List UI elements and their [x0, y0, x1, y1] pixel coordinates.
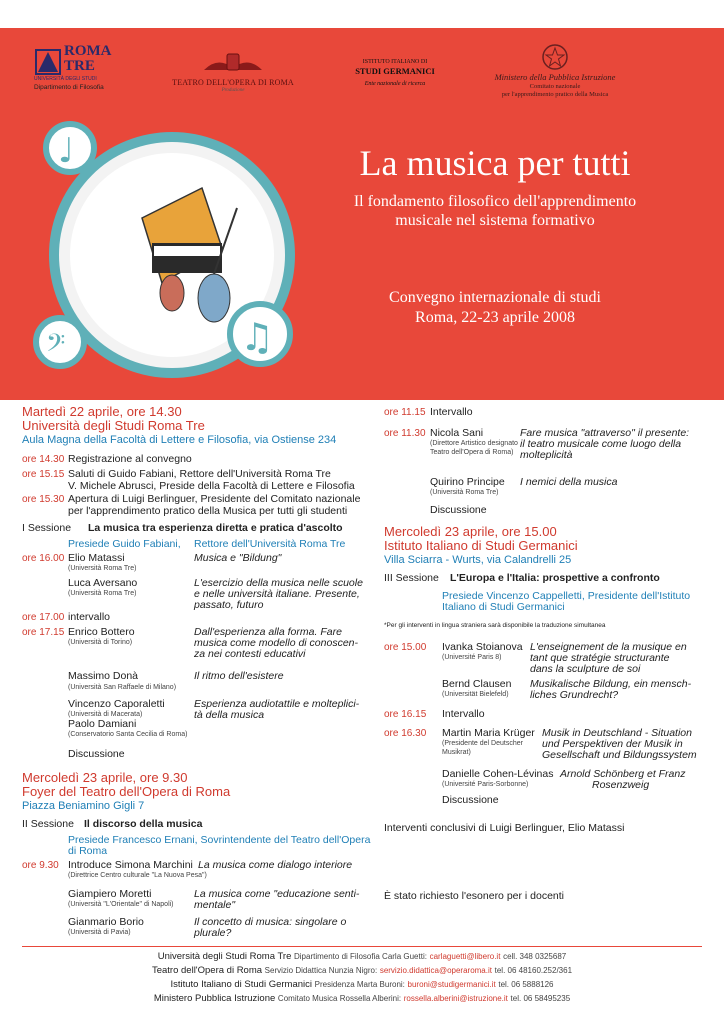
footer-org-2: Teatro dell'Opera di Roma [151, 965, 263, 976]
istituto-line1: ISTITUTO ITALIANO DI [362, 59, 428, 65]
footer-email-1[interactable]: carlaguetti@libero.it [429, 952, 501, 961]
aversano-talk-3: passato, futuro [194, 599, 264, 611]
speaker-kruger: Martin Maria Krüger [442, 727, 535, 739]
conference-line1: Convegno internazionale di studi [389, 289, 601, 306]
matassi-talk: Musica e "Bildung" [194, 552, 282, 564]
day3-place: Istituto Italiano di Studi Germanici [384, 538, 578, 553]
ministero-logo [470, 42, 640, 99]
logo-strip [0, 28, 724, 120]
marchini-affiliation: (Direttrice Centro culturale "La Nuova Pesa") [68, 872, 207, 879]
kruger-talk-3: Gesellschaft und Bildungssystem [542, 749, 697, 761]
session3-chair-1: Presiede Vincenzo Cappelletti, Presidente dell'Istituto [442, 590, 691, 602]
session2-label: II Sessione [22, 818, 74, 830]
opening-line1: Apertura di Luigi Berlinguer, Presidente del Comitato nazionale [68, 493, 361, 505]
bottero-talk-3: za nei contesti educativi [194, 648, 306, 660]
day2-room: Piazza Beniamino Gigli 7 [22, 800, 145, 812]
stoianova-talk-3: dans la sculpture de soi [530, 663, 641, 675]
footer-email-3[interactable]: buroni@studigermanici.it [407, 980, 496, 989]
day2-place: Foyer del Teatro dell'Opera di Roma [22, 784, 231, 799]
damiani-affiliation: (Conservatorio Santa Cecilia di Roma) [68, 731, 188, 738]
clausen-talk-2: liches Grundrecht? [530, 689, 619, 701]
footer-phone-4: tel. 06 58495235 [510, 994, 571, 1003]
speaker-cohen: Danielle Cohen-Lévinas [442, 768, 554, 780]
time-1615: ore 16.15 [384, 709, 427, 720]
stoianova-talk-1: L'enseignement de la musique en [530, 641, 687, 653]
svg-text:♩: ♩ [58, 131, 75, 171]
hero-illustration [32, 120, 302, 390]
moretti-talk-2: mentale" [194, 899, 236, 911]
roma-tre-dept: Dipartimento di Filosofia [34, 84, 104, 91]
session1-chair-role: Rettore dell'Università Roma Tre [194, 538, 346, 550]
kruger-affiliation-2: Musikrat) [442, 749, 471, 756]
speaker-marchini: Introduce Simona Marchini [68, 859, 193, 871]
day1-room: Aula Magna della Facoltà di Lettere e Filosofia, via Ostiense 234 [22, 434, 337, 446]
roma-tre-line1: ROMA [64, 43, 112, 59]
footer-contact-4: Comitato Musica Rossella Alberini: [277, 994, 402, 1003]
moretti-affiliation: (Università "L'Orientale" di Napoli) [68, 901, 174, 908]
time-1715: ore 17.15 [22, 627, 65, 638]
stoianova-talk-2: tant que stratégie structurante [530, 652, 670, 664]
session1-chair: Presiede Guido Fabiani, [68, 538, 181, 550]
sani-affiliation-2: Teatro dell'Opera di Roma) [430, 449, 514, 456]
moretti-talk-1: La musica come "educazione senti- [194, 888, 360, 900]
speaker-moretti: Giampiero Moretti [68, 888, 152, 900]
subtitle-line1: Il fondamento filosofico dell'apprendimento [353, 193, 637, 210]
cohen-talk-1: Arnold Schönberg et Franz [560, 768, 686, 780]
time-1630: ore 16.30 [384, 728, 427, 739]
speaker-damiani: Paolo Damiani [68, 718, 137, 730]
speaker-dona: Massimo Donà [68, 670, 139, 682]
speaker-stoianova: Ivanka Stoianova [442, 641, 523, 653]
footer-phone-1: cell. 348 0325687 [503, 952, 567, 961]
principe-talk: I nemici della musica [520, 476, 618, 488]
break-1: intervallo [68, 611, 111, 623]
caporaletti-talk-1: Esperienza audiotattile e molteplici- [194, 698, 360, 710]
borio-affiliation: (Università di Pavia) [68, 929, 131, 936]
day1-place: Università degli Studi Roma Tre [22, 418, 205, 433]
istituto-line3: Ente nazionale di ricerca [364, 81, 426, 87]
translation-note: *Per gli interventi in lingua straniera sarà disponibile la traduzione simultanea [384, 622, 606, 629]
kruger-talk-2: und Perspektiven der Musik in [542, 738, 683, 750]
bottero-talk-1: Dall'esperienza alla forma. Fare [194, 626, 342, 638]
aversano-talk-1: L'esercizio della musica nelle scuole [194, 577, 363, 589]
discussion-3: Discussione [442, 794, 499, 806]
footer-phone-2: tel. 06 48160.252/361 [494, 966, 573, 975]
republic-emblem-icon [540, 42, 570, 72]
exemption-note: È stato richiesto l'esonero per i docenti [384, 890, 565, 902]
session3-title: L'Europa e l'Italia: prospettive a confronto [450, 572, 660, 584]
kruger-talk-1: Musik in Deutschland - Situation [542, 727, 692, 739]
caporaletti-talk-2: tà della musica [194, 709, 265, 721]
time-1700: ore 17.00 [22, 612, 65, 623]
time-1430: ore 14.30 [22, 454, 65, 465]
sani-talk-3: molteplicità [520, 449, 573, 461]
teatro-name: TEATRO DELL'OPERA DI ROMA [172, 78, 294, 87]
time-1115: ore 11.15 [384, 407, 426, 418]
discussion-2: Discussione [430, 504, 487, 516]
principe-affiliation: (Università Roma Tre) [430, 489, 499, 496]
session2-chair-1: Presiede Francesco Ernani, Sovrintendente del Teatro dell'Opera [68, 834, 371, 846]
stoianova-affiliation: (Université Paris 8) [442, 654, 502, 661]
footer-contact-1: Dipartimento di Filosofia Carla Guetti: [294, 952, 427, 961]
speaker-clausen: Bernd Clausen [442, 678, 512, 690]
footer-line-1 [0, 950, 724, 963]
speaker-sani: Nicola Sani [430, 427, 484, 439]
footer-email-2[interactable]: servizio.didattica@operaroma.it [379, 966, 492, 975]
roma-tre-line2: TRE [64, 58, 95, 74]
music-circle-icon [32, 120, 302, 390]
time-1500: ore 15.00 [384, 642, 427, 653]
closing-remarks: Interventi conclusivi di Luigi Berlinguer, Elio Matassi [384, 822, 625, 834]
aversano-talk-2: e nelle università italiane. Presente, [194, 588, 360, 600]
footer-line-2 [0, 964, 724, 977]
subtitle-line2: musicale nel sistema formativo [395, 212, 595, 229]
svg-text:𝄢: 𝄢 [46, 329, 66, 364]
footer-phone-3: tel. 06 5888126 [498, 980, 554, 989]
borio-talk-2: plurale? [194, 927, 232, 939]
aversano-affiliation: (Università Roma Tre) [68, 590, 137, 597]
matassi-affiliation: (Università Roma Tre) [68, 565, 137, 572]
time-1600: ore 16.00 [22, 553, 65, 564]
bottero-talk-2: musica come modello di conoscen- [194, 637, 358, 649]
time-1515: ore 15.15 [22, 469, 65, 480]
marchini-talk: La musica come dialogo interiore [198, 859, 353, 871]
clausen-talk-1: Musikalische Bildung, ein mensch- [530, 678, 692, 690]
footer-contact-3: Presidenza Marta Buroni: [314, 980, 405, 989]
hero-text [290, 142, 700, 328]
footer-email-4[interactable]: rossella.alberini@istruzione.it [403, 994, 508, 1003]
session2-chair-2: di Roma [68, 845, 108, 857]
istituto-logo [335, 58, 455, 89]
registration: Registrazione al convegno [68, 453, 192, 465]
svg-text:♫: ♫ [240, 315, 275, 359]
session1-label: I Sessione [22, 522, 72, 534]
clausen-affiliation: (Universität Bielefeld) [442, 691, 509, 698]
discussion-1: Discussione [68, 748, 125, 760]
session2-title: Il discorso della musica [84, 818, 203, 830]
sani-talk-1: Fare musica "attraverso" il presente: [520, 427, 690, 439]
ministero-line2: Comitato nazionale [529, 83, 581, 90]
day3-heading: Mercoledì 23 aprile, ore 15.00 [384, 524, 557, 539]
footer-org-1: Università degli Studi Roma Tre [157, 951, 292, 962]
cohen-talk-2: Rosenzweig [592, 779, 650, 791]
speaker-principe: Quirino Principe [430, 476, 505, 488]
speaker-bottero: Enrico Bottero [68, 626, 135, 638]
day2-heading: Mercoledì 23 aprile, ore 9.30 [22, 770, 188, 785]
teatro-sub: Produzione [221, 88, 245, 93]
footer-line-4 [0, 992, 724, 1005]
bottero-affiliation: (Università di Torino) [68, 639, 133, 646]
greetings-line1: Saluti di Guido Fabiani, Rettore dell'Università Roma Tre [68, 468, 331, 480]
footer-divider [22, 946, 702, 947]
teatro-logo [168, 50, 298, 94]
time-1530: ore 15.30 [22, 494, 65, 505]
footer-org-3: Istituto Italiano di Studi Germanici [170, 979, 312, 990]
session1-title: La musica tra esperienza diretta e pratica d'ascolto [88, 522, 343, 534]
kruger-affiliation-1: (Presidente del Deutscher [442, 740, 523, 747]
day1-heading: Martedì 22 aprile, ore 14.30 [22, 404, 182, 419]
dona-affiliation: (Università San Raffaele di Milano) [68, 684, 177, 691]
break-3: Intervallo [442, 708, 485, 720]
greetings-line2: V. Michele Abrusci, Preside della Facoltà di Lettere e Filosofia [68, 480, 355, 492]
speaker-caporaletti: Vincenzo Caporaletti [68, 698, 165, 710]
session3-label: III Sessione [384, 572, 439, 584]
page-title: La musica per tutti [359, 143, 631, 183]
speaker-matassi: Elio Matassi [68, 552, 125, 564]
time-1130: ore 11.30 [384, 428, 426, 439]
caporaletti-affiliation: (Università di Macerata) [68, 711, 143, 718]
break-2: Intervallo [430, 406, 473, 418]
teatro-crest-icon [198, 50, 268, 78]
footer-contact-2: Servizio Didattica Nunzia Nigro: [264, 966, 378, 975]
sani-affiliation-1: (Direttore Artistico designato [430, 440, 518, 447]
opening-line2: per l'apprendimento pratico della Musica per tutti gli studenti [68, 505, 348, 517]
conference-dates: Roma, 22-23 aprile 2008 [415, 309, 575, 326]
borio-talk-1: Il concetto di musica: singolare o [194, 916, 347, 928]
cohen-affiliation: (Université Paris-Sorbonne) [442, 781, 529, 788]
roma-tre-emblem-icon [34, 46, 62, 76]
speaker-aversano: Luca Aversano [68, 577, 138, 589]
speaker-borio: Gianmario Borio [68, 916, 144, 928]
sani-talk-2: il teatro musicale come luogo della [520, 438, 682, 450]
dona-talk: Il ritmo dell'esistere [194, 670, 284, 682]
footer-org-4: Ministero Pubblica Istruzione [153, 993, 276, 1004]
time-930: ore 9.30 [22, 860, 59, 871]
roma-tre-sub: UNIVERSITÀ DEGLI STUDI [34, 76, 97, 82]
day3-room: Villa Sciarra - Wurts, via Calandrelli 25 [384, 554, 572, 566]
ministero-line1: Ministero della Pubblica Istruzione [494, 72, 616, 82]
footer-line-3 [0, 978, 724, 991]
ministero-line3: per l'apprendimento pratico della Musica [501, 91, 609, 98]
istituto-line2: STUDI GERMANICI [355, 66, 435, 76]
session3-chair-2: Italiano di Studi Germanici [442, 601, 565, 613]
